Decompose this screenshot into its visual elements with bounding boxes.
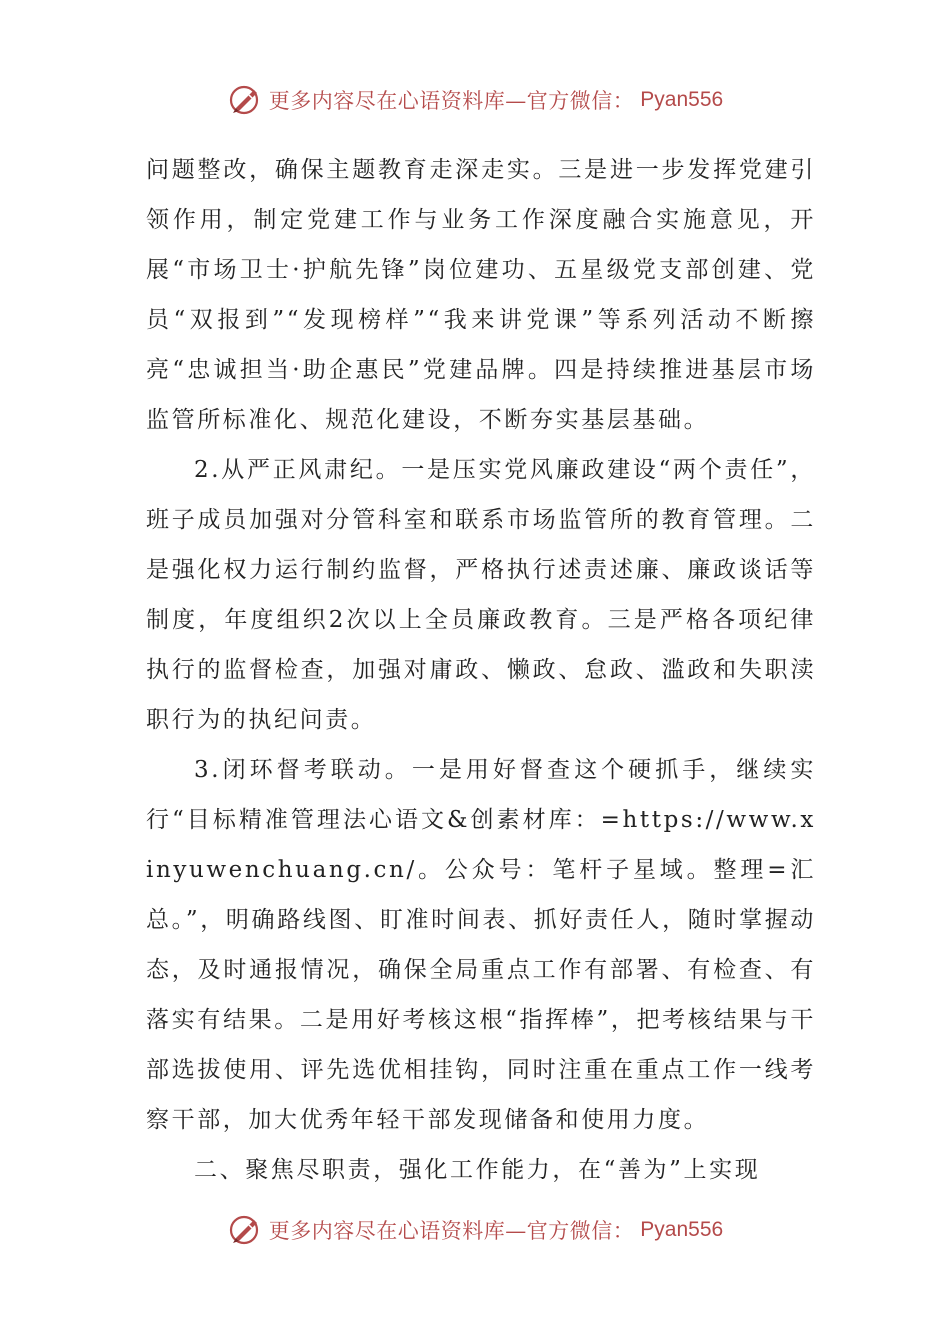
paragraph-3: 3.闭环督考联动。一是用好督查这个硬抓手，继续实行“目标精准管理法心语文&创素材库：=https://www.xinyuwenchuang.cn/。公众号：笔杆子星域。整理=汇总。”，明确路线图、盯准时间表、抓好责任人，随时掌握动态，及时通报情况，确保全局重点工作有部署、有检查、有落实有结果。二是用好考核这根“指挥棒”，把考核结果与干部选拔使用、评先选优相挂钩，同时注重在重点工作一线考察干部，加大优秀年轻干部发现储备和使用力度。: [146, 757, 816, 1133]
document-body: [146, 145, 816, 1195]
paragraph-1: 问题整改，确保主题教育走深走实。三是进一步发挥党建引领作用，制定党建工作与业务工作深度融合实施意见，开展“市场卫士·护航先锋”岗位建功、五星级党支部创建、党员“双报到”“发现榜样”“我来讲党课”等系列活动不断擦亮“忠诚担当·助企惠民”党建品牌。四是持续推进基层市场监管所标准化、规范化建设，不断夯实基层基础。: [146, 157, 816, 433]
header-banner-id: Pyan556: [640, 88, 724, 111]
paragraph-4-heading: 二、聚焦尽职责，强化工作能力，在“善为”上实现: [194, 1157, 761, 1183]
footer-banner-id: Pyan556: [640, 1218, 724, 1241]
pen-logo-icon: [227, 1212, 263, 1248]
header-banner: [0, 82, 950, 118]
header-banner-text: 更多内容尽在心语资料库—官方微信：: [268, 89, 635, 113]
pen-logo-icon: [227, 82, 263, 118]
footer-banner-text: 更多内容尽在心语资料库—官方微信：: [268, 1219, 635, 1243]
footer-banner: [0, 1212, 950, 1248]
paragraph-2: 2.从严正风肃纪。一是压实党风廉政建设“两个责任”，班子成员加强对分管科室和联系市场监管所的教育管理。二是强化权力运行制约监督，严格执行述责述廉、廉政谈话等制度，年度组织2次以上全员廉政教育。三是严格各项纪律执行的监督检查，加强对庸政、懒政、怠政、滥政和失职渎职行为的执纪问责。: [146, 457, 816, 733]
